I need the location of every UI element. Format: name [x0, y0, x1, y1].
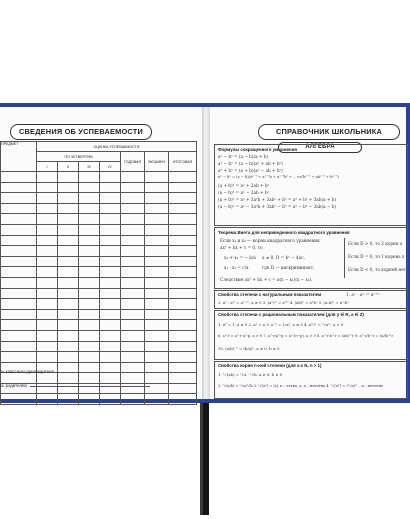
- grade-cell: [37, 320, 58, 331]
- grade-cell: [169, 373, 197, 384]
- grade-cell: [169, 203, 197, 214]
- root-rule-line: 1. ⁿ√(ab) = ⁿ√a · ⁿ√b, a ≥ 0, b ≥ 0: [218, 372, 283, 377]
- table-row: [1, 330, 197, 341]
- grade-cell: [169, 182, 197, 193]
- grade-cell: [58, 182, 79, 193]
- grade-cell: [169, 277, 197, 288]
- vieta-line: Следствие ax² + bx + c = a(x − x₁)(x − x₂).: [220, 277, 313, 282]
- grade-cell: [37, 235, 58, 246]
- grade-cell: [145, 309, 169, 320]
- grade-cell: [100, 214, 121, 225]
- grade-cell: [58, 288, 79, 299]
- grade-cell: [58, 330, 79, 341]
- grade-cell: [145, 214, 169, 225]
- formula-line: (a + b)³ = a³ + 3a²b + 3ab² + b³ = a³ + b³ + 3ab(a + b): [218, 197, 337, 202]
- grade-cell: [100, 277, 121, 288]
- grade-cell: [100, 394, 121, 405]
- grade-cell: [145, 246, 169, 257]
- section-roots: Свойства корня n-ной степени (для a ≤ N, n > 1): [218, 363, 322, 368]
- open-diary-spread: [0, 103, 410, 403]
- grades-page: [0, 107, 202, 399]
- grade-cell: [1, 288, 37, 299]
- grade-cell: [169, 320, 197, 331]
- table-row: [1, 235, 197, 246]
- grade-cell: [145, 394, 169, 405]
- root-rule-line: 2. ⁿ√(a/b) = ⁿ√a/ⁿ√b 3. ⁿ√(aⁿ) = |a|, n – четно; a, n – нечетно 4. ⁿ√(aᵐ) = (ⁿ√a)ᵐ ...n – нечетно: [218, 384, 384, 388]
- table-row: [1, 182, 197, 193]
- table-row: [1, 394, 197, 405]
- col-grades-header: ОЦЕНКА УСПЕВАЕМОСТИ: [37, 142, 197, 152]
- rational-rule-line: 6. a^r = a^r·a^p, a > 0 7. a^r/a^p = a^(r−p), a > 0 8. a^r·b^r = (ab)^r 9. a^r/b^r = (a/b)^r: [218, 334, 394, 338]
- grade-cell: [169, 172, 197, 183]
- table-row: [1, 320, 197, 331]
- grade-cell: [145, 235, 169, 246]
- grade-cell: [121, 352, 145, 363]
- grade-cell: [58, 320, 79, 331]
- section-rational-power: Свойства степени с рациональным показателем (для y ∈ R, a ∈ Z): [218, 312, 364, 317]
- grade-cell: [58, 309, 79, 320]
- grade-cell: [100, 203, 121, 214]
- grade-cell: [121, 235, 145, 246]
- grade-cell: [58, 394, 79, 405]
- grade-cell: [79, 330, 100, 341]
- quarter-header: III: [79, 162, 100, 172]
- formula-line: (a − b)³ = a³ − 3a²b + 3ab² − b³ = a³ − b³ − 3ab(a − b): [218, 204, 337, 209]
- grade-cell: [79, 320, 100, 331]
- grade-cell: [58, 299, 79, 310]
- grade-cell: [37, 352, 58, 363]
- table-row: [1, 214, 197, 225]
- table-row: [1, 246, 197, 257]
- grade-cell: [145, 330, 169, 341]
- grade-cell: [169, 267, 197, 278]
- grade-cell: [79, 352, 100, 363]
- grade-cell: [1, 320, 37, 331]
- grade-cell: [79, 203, 100, 214]
- grade-cell: [121, 288, 145, 299]
- grade-cell: [1, 277, 37, 288]
- grade-cell: [58, 277, 79, 288]
- grade-cell: [37, 224, 58, 235]
- parents-signature-line: [0, 383, 150, 388]
- table-row: [1, 203, 197, 214]
- grade-cell: [58, 256, 79, 267]
- grade-cell: [121, 277, 145, 288]
- grades-page-title: СВЕДЕНИЯ ОБ УСПЕВАЕМОСТИ: [10, 124, 152, 140]
- power-rules-line: 2. aⁿ : aᵐ = aⁿ⁻ᵐ, a ≠ 0 3. (aⁿ)ᵐ = aⁿᵐ 4. (ab)ⁿ = aⁿbⁿ 5. (a:b)ⁿ = aⁿ:bⁿ: [218, 300, 349, 305]
- grade-cell: [58, 203, 79, 214]
- grade-cell: [100, 182, 121, 193]
- grade-cell: [169, 341, 197, 352]
- discriminant-line: Если D > 0, то 2 корня x: [348, 241, 403, 246]
- table-row: [1, 309, 197, 320]
- grade-cell: [58, 214, 79, 225]
- grade-cell: [121, 373, 145, 384]
- grade-cell: [1, 256, 37, 267]
- grade-cell: [121, 203, 145, 214]
- grade-cell: [145, 373, 169, 384]
- vieta-line: x₁ + x₂ = − b/a: [224, 255, 256, 260]
- grade-cell: [1, 235, 37, 246]
- grade-cell: [121, 299, 145, 310]
- grade-cell: [145, 288, 169, 299]
- grade-cell: [37, 309, 58, 320]
- grade-cell: [169, 235, 197, 246]
- grade-cell: [79, 193, 100, 204]
- grade-cell: [58, 193, 79, 204]
- vieta-line: a ≠ 0, D = b² − 4ac,: [262, 255, 305, 260]
- grade-cell: [145, 182, 169, 193]
- grade-cell: [100, 309, 121, 320]
- grade-cell: [58, 235, 79, 246]
- grade-cell: [145, 299, 169, 310]
- section-natural-power: Свойства степени с натуральным показателем: [218, 292, 322, 297]
- formula-line: (a − b)² = a² − 2ab + b²: [218, 190, 270, 195]
- grade-cell: [37, 288, 58, 299]
- grade-cell: [121, 246, 145, 257]
- col-final-header: ИТОГОВАЯ: [169, 152, 197, 172]
- grade-cell: [100, 235, 121, 246]
- grade-cell: [169, 246, 197, 257]
- grade-cell: [169, 383, 197, 394]
- grade-cell: [100, 256, 121, 267]
- grade-cell: [58, 352, 79, 363]
- grade-cell: [79, 214, 100, 225]
- grade-cell: [1, 214, 37, 225]
- grade-cell: [100, 193, 121, 204]
- section-short-multiplication: Формулы сокращенного умножения: [218, 147, 297, 152]
- grade-cell: [121, 172, 145, 183]
- grade-cell: [121, 341, 145, 352]
- grade-cell: [1, 330, 37, 341]
- grade-cell: [79, 309, 100, 320]
- grade-cell: [58, 172, 79, 183]
- grade-cell: [145, 172, 169, 183]
- vieta-line: Если x₁ и x₂ — корни квадратного уравнения: [220, 238, 320, 243]
- grade-cell: [100, 288, 121, 299]
- grade-cell: [79, 299, 100, 310]
- table-row: [1, 193, 197, 204]
- grade-cell: [169, 330, 197, 341]
- grade-cell: [100, 224, 121, 235]
- grade-cell: [169, 394, 197, 405]
- grade-cell: [58, 373, 79, 384]
- grade-cell: [79, 373, 100, 384]
- grade-cell: [79, 288, 100, 299]
- grade-cell: [79, 224, 100, 235]
- grade-cell: [169, 352, 197, 363]
- rational-rule-line: 1. a⁰ = 1, a ≠ 0 2. a¹ = a 3. a⁻ⁿ = 1/aⁿ, a ≠ 0 4. aᵐ/ⁿ = ⁿ√aᵐ, a > 0: [218, 322, 344, 327]
- section-vieta: Теорема Виета для неприведенного квадратного уравнения: [218, 230, 350, 235]
- parents-signature-label: сь родителей: [0, 383, 27, 388]
- grade-cell: [100, 246, 121, 257]
- grade-cell: [1, 373, 37, 384]
- formula-line: aⁿ − bⁿ = (a − b)(aⁿ⁻¹ + aⁿ⁻²b + aⁿ⁻³b² + ...+a²bⁿ⁻³ + abⁿ⁻² + bⁿ⁻¹): [218, 175, 339, 179]
- grade-cell: [1, 299, 37, 310]
- grade-cell: [169, 288, 197, 299]
- grade-cell: [121, 394, 145, 405]
- grade-cell: [79, 182, 100, 193]
- formula-line: a² − b² = (a − b)(a + b): [218, 154, 269, 159]
- vieta-line: ax² + bx + c = 0, то: [220, 245, 263, 250]
- grade-cell: [37, 277, 58, 288]
- grade-cell: [145, 256, 169, 267]
- grade-cell: [1, 246, 37, 257]
- grade-cell: [37, 299, 58, 310]
- grade-cell: [58, 224, 79, 235]
- grade-cell: [1, 394, 37, 405]
- discriminant-line: Если D = 0, то 1 корень x: [348, 254, 405, 259]
- table-row: [1, 288, 197, 299]
- grade-cell: [79, 246, 100, 257]
- grade-cell: [79, 256, 100, 267]
- grade-cell: [79, 235, 100, 246]
- grade-cell: [37, 182, 58, 193]
- grade-cell: [145, 352, 169, 363]
- table-row: [1, 267, 197, 278]
- table-row: [1, 341, 197, 352]
- grade-cell: [1, 341, 37, 352]
- book-spine: [202, 107, 210, 399]
- grade-cell: [37, 341, 58, 352]
- grade-cell: [37, 330, 58, 341]
- grade-cell: [121, 224, 145, 235]
- grade-cell: [169, 214, 197, 225]
- grade-cell: [37, 373, 58, 384]
- grade-cell: [37, 394, 58, 405]
- power-rule: 1. aⁿ · aᵐ = aⁿ⁺ᵐ: [346, 292, 380, 297]
- grades-table: [0, 141, 197, 405]
- grade-cell: [37, 267, 58, 278]
- grade-cell: [1, 193, 37, 204]
- vieta-line: где D — дискриминант.: [262, 265, 315, 270]
- col-quarters-header: ПО ЧЕТВЕРТЯМ: [37, 152, 121, 162]
- grade-cell: [121, 330, 145, 341]
- col-year-header: ГОДОВАЯ: [121, 152, 145, 172]
- grade-cell: [121, 182, 145, 193]
- grade-cell: [58, 267, 79, 278]
- grade-cell: [37, 256, 58, 267]
- formula-line: a³ + b³ = (a + b)(a² − ab + b²): [218, 168, 283, 173]
- table-row: [1, 373, 197, 384]
- grade-cell: [169, 309, 197, 320]
- table-row: [1, 224, 197, 235]
- grade-cell: [145, 341, 169, 352]
- grade-cell: [100, 320, 121, 331]
- grade-cell: [37, 214, 58, 225]
- grade-cell: [121, 193, 145, 204]
- grade-cell: [37, 203, 58, 214]
- quarter-header: I: [37, 162, 58, 172]
- vieta-line: x₁ · x₂ = c/a: [224, 265, 249, 270]
- rational-rule-line: 10. (a/b)⁻ⁿ = (b/a)ⁿ, a ≠ 0, b ≠ 0: [218, 346, 280, 351]
- table-row: [1, 299, 197, 310]
- grade-cell: [100, 341, 121, 352]
- grade-cell: [100, 330, 121, 341]
- grade-cell: [1, 172, 37, 183]
- table-row: [1, 277, 197, 288]
- table-row: [1, 256, 197, 267]
- grade-cell: [79, 277, 100, 288]
- grade-cell: [37, 172, 58, 183]
- grade-cell: [1, 224, 37, 235]
- formula-line: (a + b)² = a² + 2ab + b²: [218, 183, 270, 188]
- reference-page-title: СПРАВОЧНИК ШКОЛЬНИКА: [258, 124, 400, 140]
- grade-cell: [79, 267, 100, 278]
- vieta-divider: [344, 238, 345, 278]
- grade-cell: [169, 193, 197, 204]
- col-subject-header: ПРЕДМЕТ: [1, 142, 37, 172]
- grade-cell: [121, 320, 145, 331]
- grade-cell: [37, 246, 58, 257]
- table-row: [1, 352, 197, 363]
- grade-cell: [1, 203, 37, 214]
- grade-cell: [121, 267, 145, 278]
- subject-title: АЛГЕБРА: [278, 142, 362, 153]
- grade-cell: [1, 352, 37, 363]
- grade-cell: [145, 193, 169, 204]
- grade-cell: [58, 341, 79, 352]
- teacher-signature-label: сь классного руководителя: [0, 369, 54, 374]
- grade-cell: [1, 267, 37, 278]
- grade-cell: [121, 309, 145, 320]
- table-row: [1, 172, 197, 183]
- formula-line: a³ − b³ = (a − b)(a² + ab + b²): [218, 161, 283, 166]
- grade-cell: [169, 256, 197, 267]
- quarter-header: IV: [100, 162, 121, 172]
- grade-cell: [79, 172, 100, 183]
- grade-cell: [100, 172, 121, 183]
- grade-cell: [145, 267, 169, 278]
- grade-cell: [145, 277, 169, 288]
- grade-cell: [100, 373, 121, 384]
- grade-cell: [58, 246, 79, 257]
- grade-cell: [145, 224, 169, 235]
- grade-cell: [169, 224, 197, 235]
- grade-cell: [1, 182, 37, 193]
- grade-cell: [145, 203, 169, 214]
- discriminant-line: Если D < 0, то корней нет: [348, 267, 407, 272]
- grade-cell: [100, 267, 121, 278]
- quarter-header: II: [58, 162, 79, 172]
- grade-cell: [145, 320, 169, 331]
- grade-cell: [100, 352, 121, 363]
- grade-cell: [1, 309, 37, 320]
- bookmark-ribbon: [200, 403, 209, 515]
- grade-cell: [169, 299, 197, 310]
- teacher-signature-line: [0, 369, 177, 374]
- grade-cell: [100, 299, 121, 310]
- grade-cell: [79, 394, 100, 405]
- grade-cell: [121, 214, 145, 225]
- grade-cell: [37, 193, 58, 204]
- grade-cell: [121, 256, 145, 267]
- grade-cell: [79, 341, 100, 352]
- col-exam-header: ЭКЗАМЕН: [145, 152, 169, 172]
